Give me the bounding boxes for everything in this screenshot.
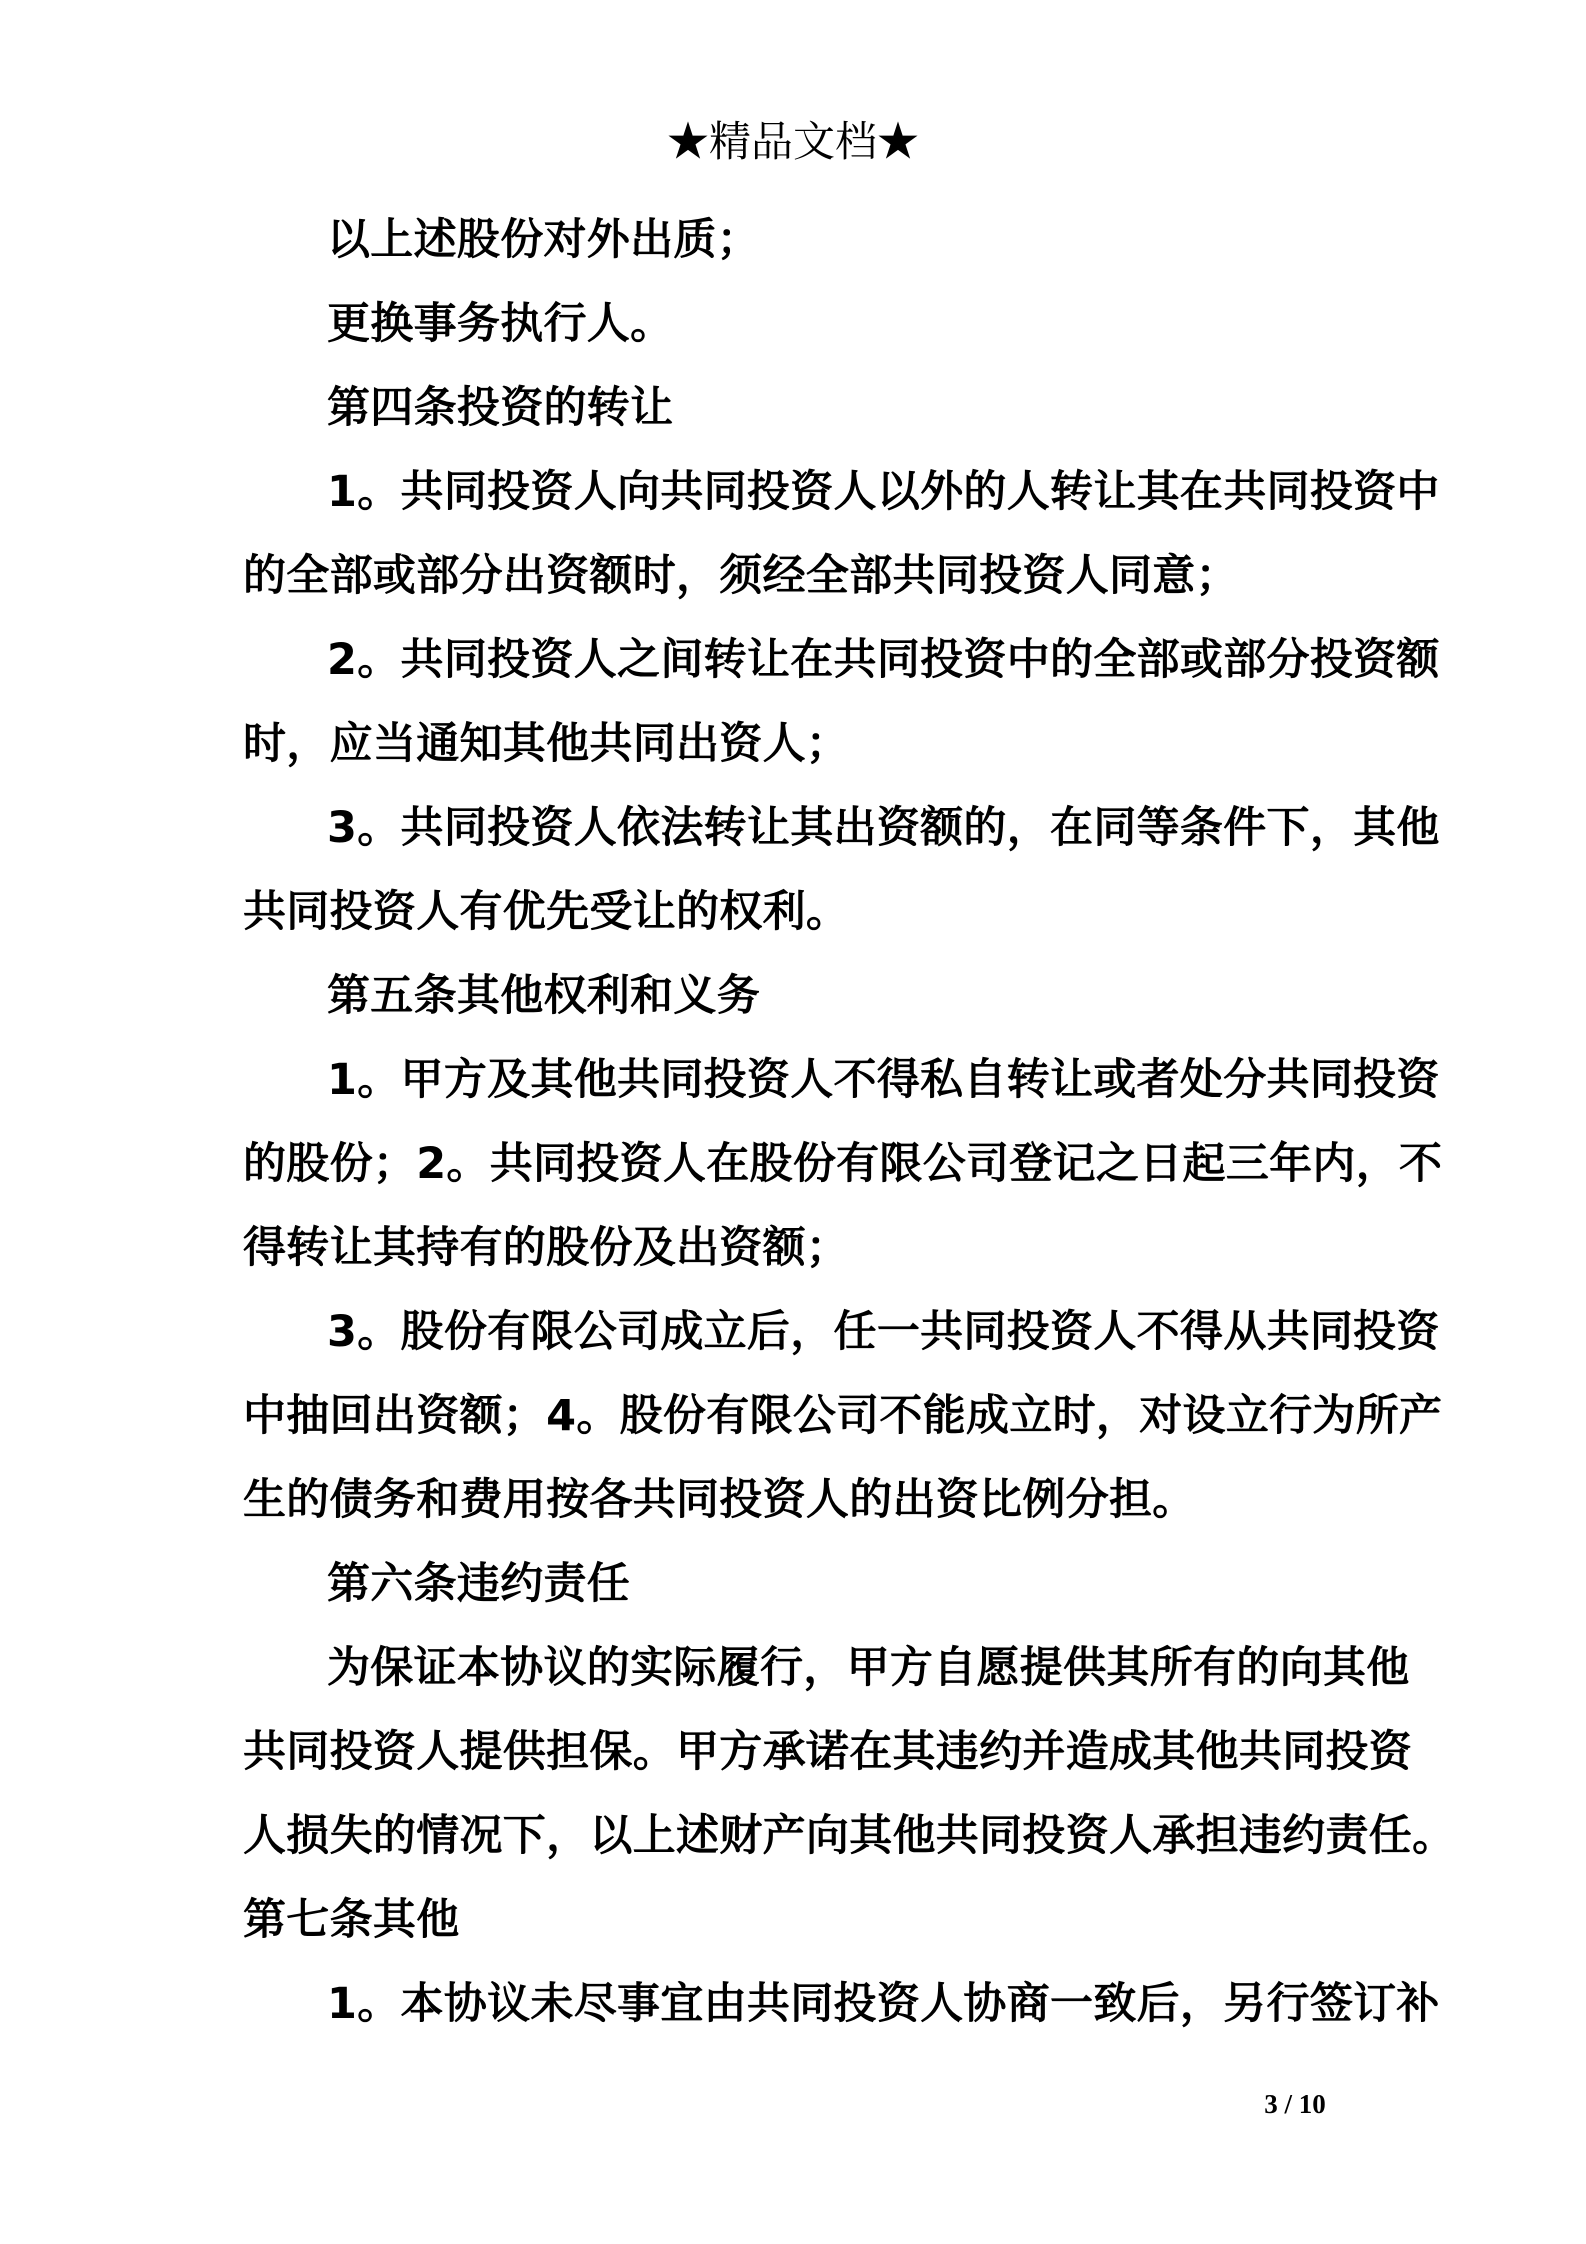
text-line: 1。甲方及其他共同投资人不得私自转让或者处分共同投资 xyxy=(327,1055,1440,1105)
text-line: 得转让其持有的股份及出资额； xyxy=(243,1223,850,1273)
text-line: 时，应当通知其他共同出资人； xyxy=(243,719,850,769)
text-line: 以上述股份对外出质； xyxy=(327,215,760,265)
text-line: 更换事务执行人。 xyxy=(327,299,674,349)
page-number: 3 / 10 xyxy=(1264,2089,1326,2119)
text-line: 1。本协议未尽事宜由共同投资人协商一致后，另行签订补 xyxy=(327,1979,1440,2029)
text-line: 2。共同投资人之间转让在共同投资中的全部或部分投资额 xyxy=(327,635,1440,685)
document-body xyxy=(243,198,1456,2046)
text-line: 1。共同投资人向共同投资人以外的人转让其在共同投资中 xyxy=(327,467,1440,517)
text-line: 第六条违约责任 xyxy=(327,1559,631,1609)
document-header: ★精品文档★ xyxy=(666,117,919,166)
text-line: 共同投资人有优先受让的权利。 xyxy=(243,887,850,937)
text-line: 中抽回出资额；4。股份有限公司不能成立时，对设立行为所产 xyxy=(243,1391,1443,1441)
text-line: 3。共同投资人依法转让其出资额的，在同等条件下，其他 xyxy=(327,803,1440,853)
text-line: 第四条投资的转让 xyxy=(327,383,674,433)
text-line: 第七条其他 xyxy=(243,1895,460,1945)
text-line: 为保证本协议的实际履行，甲方自愿提供其所有的向其他 xyxy=(327,1643,1410,1693)
text-line: 3。股份有限公司成立后，任一共同投资人不得从共同投资 xyxy=(327,1307,1440,1357)
text-line: 人损失的情况下，以上述财产向其他共同投资人承担违约责任。 xyxy=(243,1811,1456,1861)
text-line: 生的债务和费用按各共同投资人的出资比例分担。 xyxy=(243,1475,1196,1525)
text-line: 的股份；2。共同投资人在股份有限公司登记之日起三年内，不 xyxy=(243,1139,1443,1189)
text-line: 第五条其他权利和义务 xyxy=(327,971,760,1021)
text-line: 的全部或部分出资额时，须经全部共同投资人同意； xyxy=(243,551,1239,601)
text-line: 共同投资人提供担保。甲方承诺在其违约并造成其他共同投资 xyxy=(243,1727,1413,1777)
